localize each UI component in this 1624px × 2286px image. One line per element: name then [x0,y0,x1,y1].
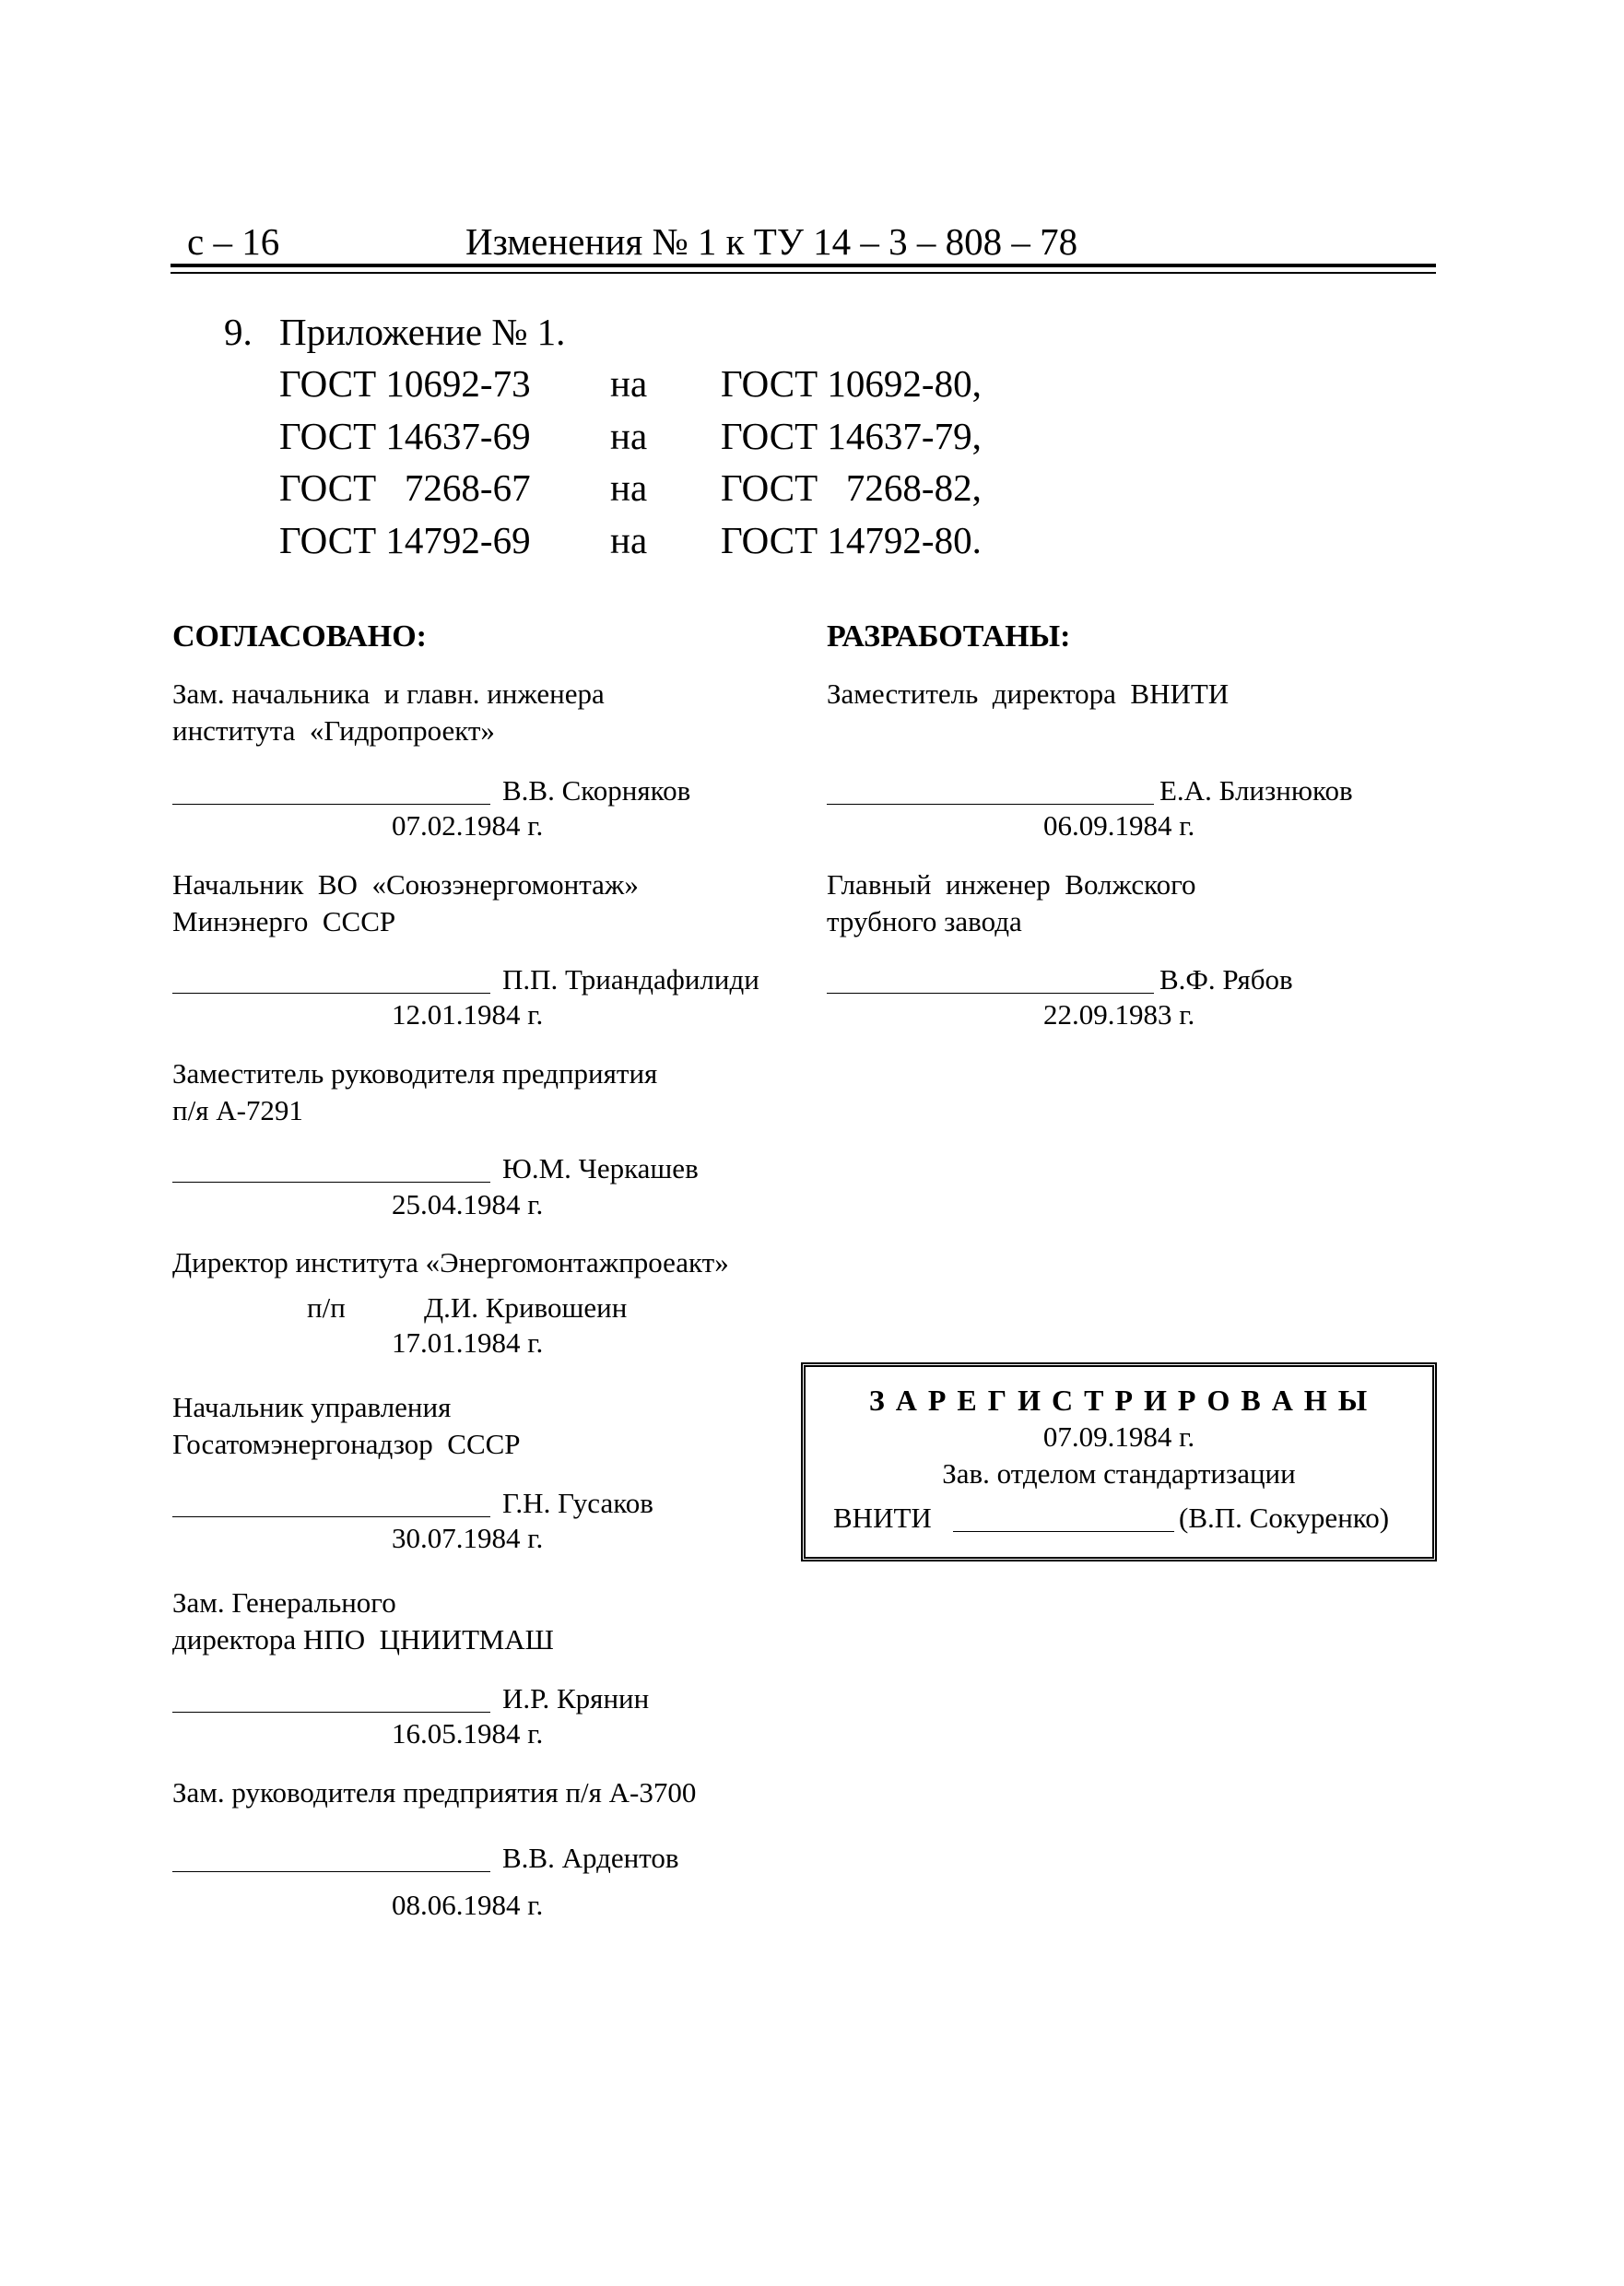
header-rule-thick [171,264,1436,267]
old-standard: ГОСТ 7268-67 [279,466,531,509]
signatory-name: П.П. Триандафилиди [502,963,759,996]
signature-line [172,1712,490,1713]
registration-position: Зав. отделом стандартизации [942,1457,1296,1490]
signatory-name: Д.И. Кривошеин [424,1291,628,1324]
signatory-position: Заместитель директора ВНИТИ [827,678,1230,710]
signature-line [172,1871,490,1872]
replacement-row [0,518,1624,572]
old-standard: ГОСТ 14637-69 [279,415,531,457]
registration-date: 07.09.1984 г. [1042,1420,1195,1453]
signatory-position: Заместитель руководителя предприятия [172,1057,658,1090]
signature-date: 16.05.1984 г. [392,1717,544,1750]
signatory-position: Зам. руководителя предприятия п/я А-3700 [172,1776,697,1809]
page-number: с – 16 [187,220,280,263]
signatory-position: трубного завода [827,905,1022,937]
signature-line [827,804,1154,805]
signature-date: 30.07.1984 г. [392,1522,544,1554]
document-title: Изменения № 1 к ТУ 14 – 3 – 808 – 78 [465,220,1078,263]
signature-line [827,993,1154,994]
signature-line [172,804,490,805]
signature-date: 06.09.1984 г. [1043,809,1195,842]
signatory-name: В.В. Скорняков [502,774,691,807]
signatory-position: Зам. Генерального [172,1586,396,1619]
signature-date: 25.04.1984 г. [392,1188,544,1220]
signature-line [172,993,490,994]
header-rule-thin [171,272,1436,274]
replacement-row [0,465,1624,519]
new-standard: ГОСТ 14637-79, [721,415,982,457]
replacement-word: на [610,415,648,457]
replacement-row [0,414,1624,467]
item-heading: Приложение № 1. [279,311,566,353]
new-standard: ГОСТ 7268-82, [721,466,982,509]
registration-box [801,1362,1437,1561]
old-standard: ГОСТ 14792-69 [279,519,531,561]
signature-date: 17.01.1984 г. [392,1326,544,1359]
signatory-position: Директор института «Энергомонтажпроеакт» [172,1246,729,1279]
signatory-name: В.Ф. Рябов [1159,963,1293,996]
signatory-position: Зам. начальника и главн. инженера [172,678,605,710]
signatory-position: директора НПО ЦНИИТМАШ [172,1623,554,1656]
old-standard: ГОСТ 10692-73 [279,362,531,405]
signature-date: 08.06.1984 г. [392,1889,544,1921]
signature-date: 07.02.1984 г. [392,809,544,842]
new-standard: ГОСТ 10692-80, [721,362,982,405]
signatory-position: Госатомэнергонадзор СССР [172,1428,521,1460]
signature-line [172,1182,490,1183]
signature-line [172,1516,490,1517]
item-number: 9. [224,311,253,353]
signatory-position: института «Гидропроект» [172,714,495,747]
signature-line [953,1531,1174,1532]
developed-heading: РАЗРАБОТАНЫ: [827,619,1071,654]
signatory-position: Начальник управления [172,1391,452,1423]
signature-date: 12.01.1984 г. [392,998,544,1031]
signatory-name: Г.Н. Гусаков [502,1487,653,1519]
signatory-name: Ю.М. Черкашев [502,1152,699,1184]
signatory-name: Е.А. Близнюков [1159,774,1353,807]
registration-title: З А Р Е Г И С Т Р И Р О В А Н Ы [868,1384,1370,1417]
new-standard: ГОСТ 14792-80. [721,519,982,561]
signatory-position: Начальник ВО «Союзэнергомонтаж» [172,868,639,901]
signature-date: 22.09.1983 г. [1043,998,1195,1031]
signature-mark: п/п [307,1291,346,1324]
signatory-name: И.Р. Крянин [502,1682,650,1714]
registration-org: ВНИТИ [833,1502,932,1534]
agreed-heading: СОГЛАСОВАНО: [172,619,428,654]
signatory-name: В.В. Ардентов [502,1842,679,1874]
replacement-word: на [610,466,648,509]
signatory-position: Главный инженер Волжского [827,868,1196,901]
signatory-position: Минэнерго СССР [172,905,396,937]
signatory-position: п/я А-7291 [172,1094,303,1126]
replacement-row [0,361,1624,415]
replacement-word: на [610,362,648,405]
replacement-word: на [610,519,648,561]
registration-name: (В.П. Сокуренко) [1179,1502,1390,1534]
